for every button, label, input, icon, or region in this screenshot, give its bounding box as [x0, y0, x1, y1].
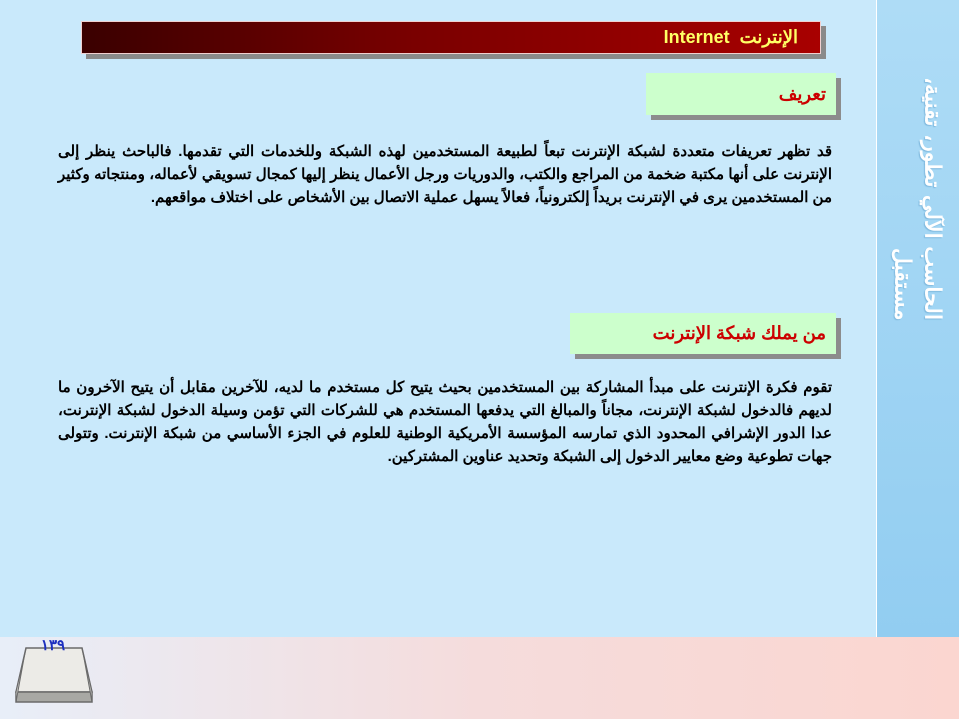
side-title-text: الحاسب الآلي تطور، تقنية، مستقبل — [889, 76, 946, 320]
bottom-band — [0, 637, 959, 719]
title-bar — [81, 21, 821, 54]
section-heading-definition — [646, 73, 836, 115]
page-number: ١٣٩ — [40, 637, 66, 654]
side-title — [876, 40, 959, 320]
page-title — [664, 27, 798, 48]
page-title-english: Internet — [663, 27, 730, 47]
section-heading-text: تعريف — [778, 83, 826, 104]
page-title-arabic: الإنترنت — [739, 27, 798, 47]
section-heading-text: من يملك شبكة الإنترنت — [652, 323, 826, 343]
section-heading-ownership — [570, 313, 836, 354]
section-body-definition: قد تظهر تعريفات متعددة لشبكة الإنترنت تبعاً لطبيعة المستخدمين لهذه الشبكة وللخدمات التي تقدمها. فالباحث ينظر إلى الإنترنت على أنها مكتبة ضخمة من المراجع والكتب، والدوريات ورجل الأعمال ينظر إليها كمجال تسويقي لأعماله، ومنتجاته وكثير من المستخدمين يرى في الإنترنت بريداً إلكترونياً، فعالاً يسهل عملية الاتصال بين الأشخاص على اختلاف مواقعهم. — [58, 143, 832, 206]
section-body-ownership: تقوم فكرة الإنترنت على مبدأ المشاركة بين المستخدمين بحيث يتيح كل مستخدم ما لديه، للآخرين مقابل أن يتيح الآخرون ما لديهم فالدخول لشبكة الإنترنت، مجاناً والمبالغ التي يدفعها المستخدم هي للشركات التي تؤمن وسيلة الدخول لشبكة الإنترنت، عدا الدور الإشرافي المحدود الذي تمارسه المؤسسة الأمريكية الوطنية للعلوم في الجزء الأساسي من شبكة الإنترنت. وتتولى جهات تطوعية وضع معايير الدخول إلى الشبكة وتحديد عناوين المشتركين. — [58, 379, 832, 465]
